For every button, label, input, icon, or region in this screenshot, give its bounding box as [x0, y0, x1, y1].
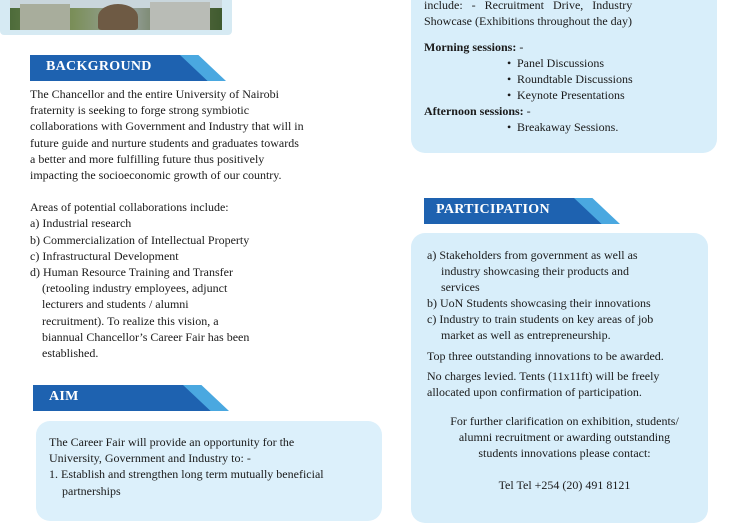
- area-item: c) Infrastructural Development: [30, 248, 179, 263]
- list-item: • Breakaway Sessions.: [507, 119, 686, 135]
- contact-phone[interactable]: Tel Tel +254 (20) 491 8121: [498, 478, 631, 492]
- program-text: [424, 0, 686, 135]
- background-line: collaborations with Government and Industry that will in: [30, 119, 304, 134]
- aim-item-cont: partnerships: [62, 483, 121, 498]
- campus-photo-frame: [0, 0, 232, 35]
- area-item-cont: established.: [42, 346, 99, 361]
- area-item-cont: biannual Chancellor’s Career Fair has been: [42, 329, 250, 344]
- morning-sessions-label: Morning sessions: -: [424, 40, 524, 54]
- aim-intro: The Career Fair will provide an opportunity for the: [49, 435, 295, 449]
- list-item: • Keynote Presentations: [507, 87, 686, 103]
- award-note: Top three outstanding innovations to be awarded.: [427, 349, 664, 363]
- aim-text: [49, 434, 379, 499]
- afternoon-sessions-label: Afternoon sessions: -: [424, 104, 531, 118]
- contact-note: For further clarification on exhibition, students/: [450, 414, 679, 428]
- charges-note-cont: allocated upon confirmation of participation.: [427, 385, 642, 399]
- participation-heading: PARTICIPATION: [436, 202, 550, 217]
- area-item: a) Industrial research: [30, 216, 132, 231]
- participation-item-c: c) Industry to train students on key areas of job: [427, 312, 654, 326]
- background-line: The Chancellor and the entire University of Nairobi: [30, 87, 279, 101]
- area-item: d) Human Resource Training and Transfer: [30, 265, 233, 280]
- contact-note: alumni recruitment or awarding outstanding: [458, 430, 671, 444]
- program-include-line: include: - Recruitment Drive, Industry: [424, 0, 633, 12]
- participation-item-a: a) Stakeholders from government as well as: [427, 248, 638, 262]
- background-line: future guide and nurture students and graduates towards: [30, 135, 299, 150]
- aim-intro: University, Government and Industry to: -: [49, 451, 251, 466]
- background-heading: BACKGROUND: [46, 59, 152, 74]
- background-line: a better and more fulfilling future thus positively: [30, 151, 265, 166]
- area-item-cont: recruitment). To realize this vision, a: [42, 313, 219, 328]
- participation-item-a-cont: services: [441, 280, 480, 294]
- background-heading-banner: [30, 55, 226, 81]
- list-item: • Roundtable Discussions: [507, 71, 686, 87]
- morning-sessions-list: [424, 55, 686, 103]
- charges-note: No charges levied. Tents (11x11ft) will be freely: [427, 369, 660, 383]
- participation-item-a-cont: industry showcasing their products and: [441, 264, 629, 278]
- aim-heading: AIM: [49, 389, 79, 404]
- areas-intro: Areas of potential collaborations include:: [30, 200, 229, 215]
- background-text: [30, 86, 350, 361]
- aim-item: 1. Establish and strengthen long term mutually beneficial: [49, 467, 324, 482]
- participation-heading-banner: [424, 198, 620, 224]
- list-item: • Panel Discussions: [507, 55, 686, 71]
- participation-text: [427, 247, 702, 493]
- background-line: fraternity is seeking to forge strong symbiotic: [30, 103, 250, 118]
- program-include-line: Showcase (Exhibitions throughout the day): [424, 14, 632, 28]
- afternoon-sessions-list: [424, 119, 686, 135]
- participation-item-c-cont: market as well as entrepreneurship.: [441, 328, 611, 342]
- aim-heading-banner: [33, 385, 229, 411]
- contact-note: students innovations please contact:: [478, 446, 651, 460]
- area-item: b) Commercialization of Intellectual Property: [30, 232, 250, 247]
- background-line: impacting the socioeconomic growth of our country.: [30, 168, 282, 183]
- area-item-cont: (retooling industry employees, adjunct: [42, 281, 228, 296]
- participation-item-b: b) UoN Students showcasing their innovations: [427, 296, 651, 310]
- area-item-cont: lecturers and students / alumni: [42, 297, 189, 312]
- campus-photo: [10, 0, 222, 30]
